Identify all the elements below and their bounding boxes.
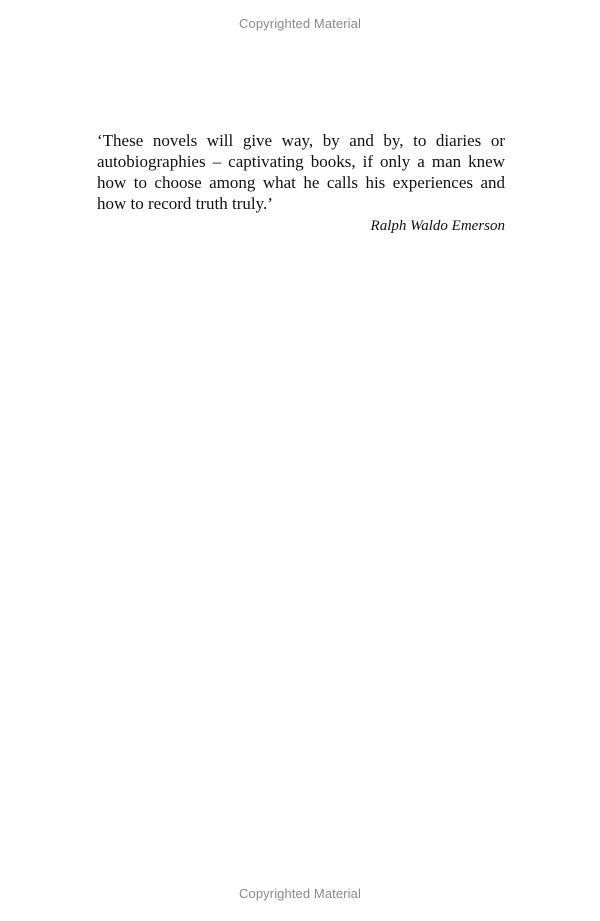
quote-line: how to record truth truly.’ xyxy=(97,194,273,213)
epigraph-quote xyxy=(97,130,505,214)
epigraph xyxy=(97,130,505,236)
quote-line: autobiographies – captivating books, if only a man knew xyxy=(97,152,505,171)
quote-line: how to choose among what he calls his experiences and xyxy=(97,173,505,192)
epigraph-attribution: Ralph Waldo Emerson xyxy=(370,218,505,234)
quote-line: ‘These novels will give way, by and by, to diaries or xyxy=(97,131,505,150)
copyright-watermark-top: Copyrighted Material xyxy=(239,16,361,31)
copyright-watermark-bottom: Copyrighted Material xyxy=(239,886,361,901)
